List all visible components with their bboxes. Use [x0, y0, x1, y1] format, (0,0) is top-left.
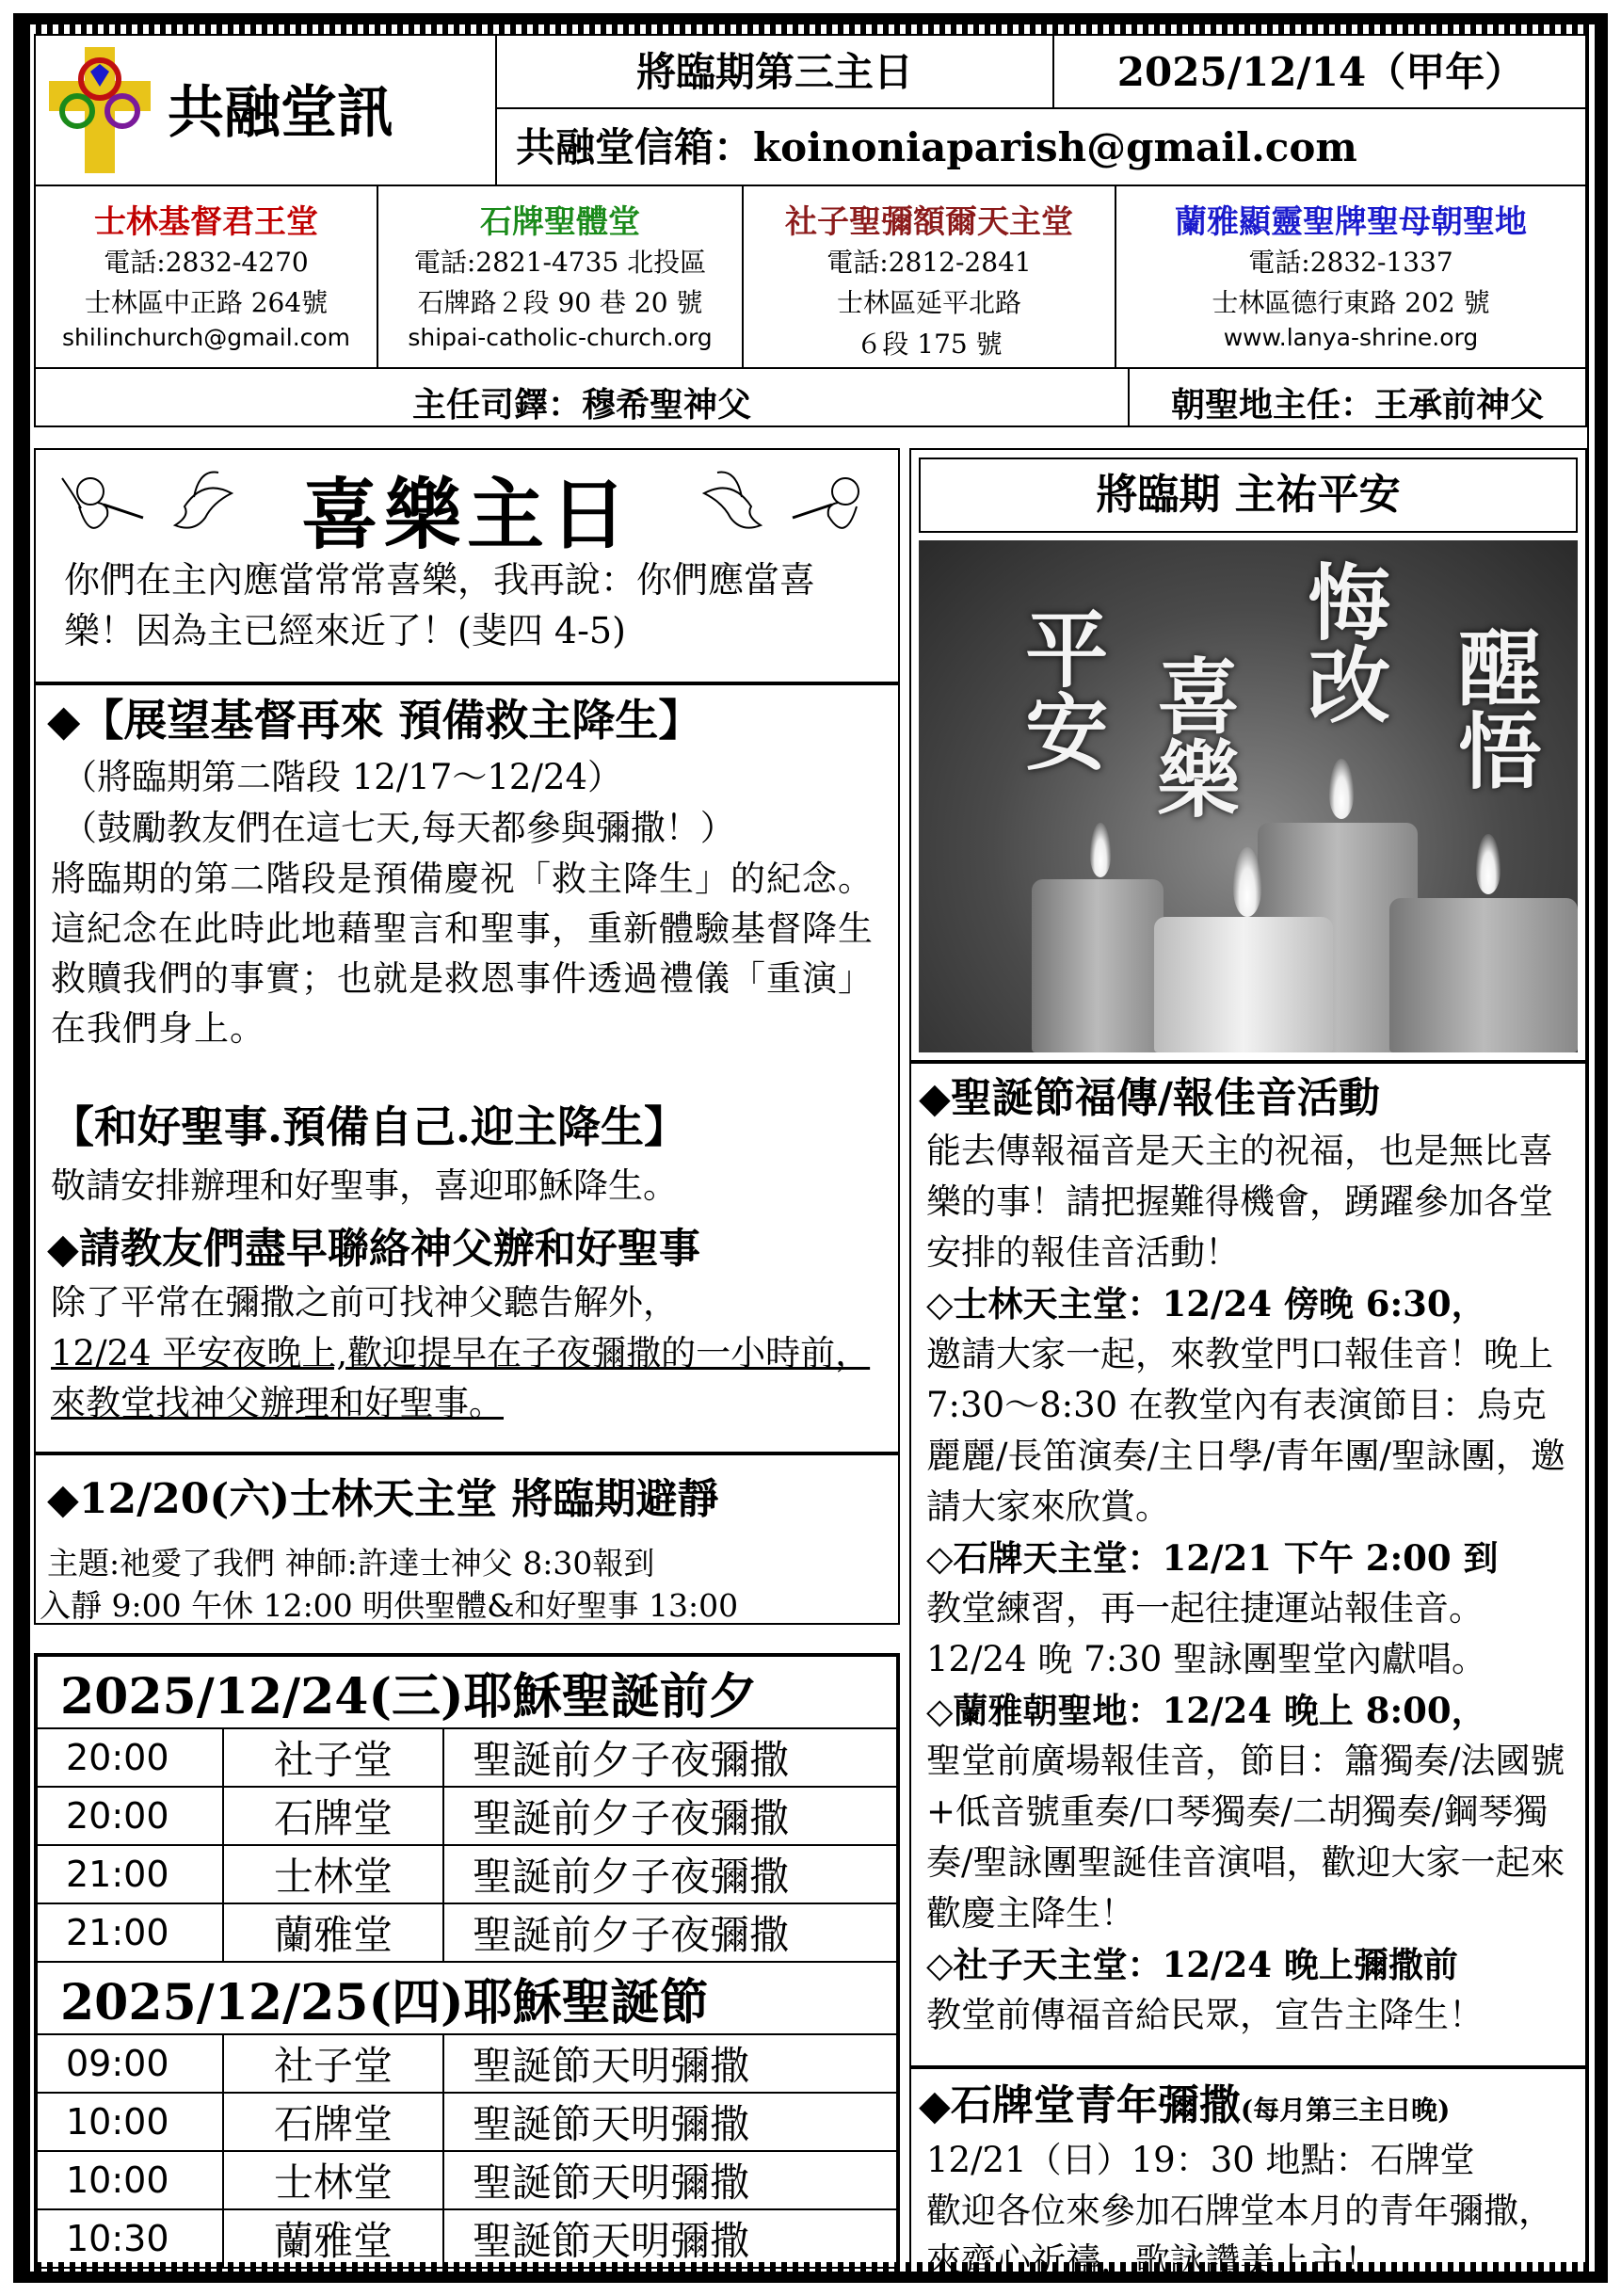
youth-mass-box: [909, 2067, 1587, 2280]
email-label: 共融堂信箱：: [516, 124, 754, 170]
mass-time: 10:00: [37, 2093, 223, 2151]
advent-image-box: [909, 448, 1587, 1062]
mass-time: 09:00: [37, 2034, 223, 2093]
christmas-eve-heading: 2025/12/24(三)耶穌聖誕前夕: [37, 1656, 897, 1728]
clergy-row: [34, 367, 1587, 427]
shipai-caroling-heading: ◇石牌天主堂：12/21 下午 2:00 到: [926, 1537, 1499, 1580]
photo-word-peace: 平安: [1012, 606, 1111, 772]
mass-name: 聖誕前夕子夜彌撒: [443, 1787, 897, 1845]
parish-website[interactable]: www.lanya-shrine.org: [1223, 323, 1479, 351]
caroling-intro: 能去傳報福音是天主的祝福，也是無比喜樂的事！請把握難得機會，踴躍參加各堂安排的報佳音活動！: [926, 1131, 1553, 1274]
mass-time: 20:00: [37, 1787, 223, 1845]
section-heading: ◆【展望基督再來 預備救主降生】: [47, 695, 702, 746]
youth-mass-date: 12/21（日）19：30 地點：石牌堂: [926, 2140, 1475, 2180]
page-inner: [34, 34, 1587, 2282]
angels-doves-right-icon: [676, 459, 883, 554]
shipai-caroling-text: 教堂練習，再一起往捷運站報佳音。12/24 晚 7:30 聖詠團聖堂內獻唱。: [926, 1588, 1486, 1680]
mass-name: 聖誕節天明彌撒: [443, 2034, 897, 2093]
shilin-caroling-heading: ◇士林天主堂：12/24 傍晚 6:30，: [926, 1283, 1486, 1325]
schedule-day-header: [37, 1962, 897, 2034]
parish-shilin: [36, 186, 378, 367]
joy-sunday-title: 喜樂主日: [300, 470, 633, 560]
mass-name: 聖誕前夕子夜彌撒: [443, 1903, 897, 1962]
divider: [497, 107, 1589, 109]
mass-name: 聖誕前夕子夜彌撒: [443, 1728, 897, 1787]
parish-address: 石牌路２段 90 巷 20 號: [417, 287, 703, 319]
table-row: [37, 1845, 897, 1903]
parish-phone: 電話:2832-1337: [1248, 247, 1453, 278]
parish-email[interactable]: shilinchurch@gmail.com: [61, 323, 351, 351]
flame: [1476, 834, 1501, 894]
advent-image-title: 將臨期 主祐平安: [919, 458, 1578, 533]
christmas-mass-schedule: [34, 1653, 900, 2280]
retreat-details: 主題:祂愛了我們 神師:許達士神父 8:30報到: [47, 1545, 655, 1582]
youth-mass-note: (每月第三主日晚): [1240, 2095, 1451, 2126]
photo-word-repent: 悔改: [1294, 559, 1393, 725]
table-row: [37, 2093, 897, 2151]
shrine-director: 朝聖地主任：王承前神父: [1170, 385, 1544, 425]
table-row: [37, 2209, 897, 2268]
photo-word-joy: 喜樂: [1144, 653, 1243, 819]
mass-name: 聖誕節天明彌撒: [443, 2209, 897, 2268]
email-row: [516, 117, 1357, 173]
mass-church: 蘭雅堂: [223, 2209, 443, 2268]
youth-mass-text: [926, 2135, 1580, 2287]
table-row: [37, 2151, 897, 2209]
mass-name: 聖誕節天明彌撒: [443, 2151, 897, 2209]
mass-schedule-table: [36, 1655, 898, 2269]
parish-name: 士林基督君王堂: [94, 203, 318, 241]
mass-church: 石牌堂: [223, 2093, 443, 2151]
retreat-schedule: 入靜 9:00 午休 12:00 明供聖體&和好聖事 13:00: [40, 1587, 739, 1624]
retreat-box: [34, 1453, 900, 1625]
caroling-heading: ◆聖誕節福傳/報佳音活動: [919, 1074, 1380, 1122]
header: [34, 34, 1587, 186]
cross-logo-icon: [43, 43, 156, 177]
photo-word-awaken: 醒悟: [1445, 625, 1544, 791]
mass-church: 士林堂: [223, 2151, 443, 2209]
joy-sunday-box: [34, 448, 900, 683]
page-frame: [13, 13, 1608, 2283]
parish-address: 士林區延平北路: [836, 287, 1021, 319]
youth-mass-heading: ◆石牌堂青年彌撒: [919, 2081, 1241, 2129]
youth-mass-heading-row: [919, 2079, 1583, 2132]
mass-time: 21:00: [37, 1845, 223, 1903]
parish-address-2: ６段 175 號: [856, 328, 1003, 360]
parish-lanya: [1116, 186, 1585, 367]
parish-address: 士林區中正路 264號: [84, 287, 329, 319]
caroling-text: [926, 1126, 1580, 2041]
youth-mass-invite: 歡迎各位來參加石牌堂本月的青年彌撒，來齊心祈禱，歌詠讚美上主！: [926, 2190, 1553, 2282]
joy-verse: 你們在主內應當常常喜樂，我再說：你們應當喜樂！因為主已經來近了！(斐四 4-5): [64, 559, 816, 651]
parish-name: 石牌聖體堂: [480, 203, 640, 241]
newsletter-title: 共融堂訊: [168, 80, 393, 146]
mass-time: 20:00: [37, 1728, 223, 1787]
lanya-caroling-text: 聖堂前廣場報佳音，節目：簫獨奏/法國號+低音號重奏/口琴獨奏/二胡獨奏/鋼琴獨奏/聖詠團聖誕佳音演唱，歡迎大家一起來歡慶主降生！: [926, 1741, 1565, 1935]
reconciliation-text: 敬請安排辦理和好聖事，喜迎耶穌降生。: [51, 1165, 678, 1206]
flame: [1329, 759, 1354, 819]
reconciliation-heading: 【和好聖事.預備自己.迎主降生】: [51, 1101, 688, 1152]
pastor: 主任司鐸：穆希聖神父: [411, 385, 751, 425]
email-address[interactable]: koinoniaparish@gmail.com: [753, 124, 1357, 170]
parish-phone: 電話:2812-2841: [827, 247, 1032, 278]
confession-text: 除了平常在彌撒之前可找神父聽告解外，: [51, 1282, 678, 1323]
mass-church: 石牌堂: [223, 1787, 443, 1845]
table-row: [37, 1728, 897, 1787]
parish-address: 士林區德行東路 202 號: [1212, 287, 1490, 319]
mass-time: 10:30: [37, 2209, 223, 2268]
candle: [1032, 879, 1164, 1052]
issue-date: 2025/12/14（甲年）: [1116, 49, 1525, 95]
parish-shezi: [744, 186, 1116, 367]
section-paragraph: 將臨期的第二階段是預備慶祝「救主降生」的紀念。這紀念在此時此地藉聖言和聖事，重新體驗基督降生救贖我們的事實；也就是救恩事件透過禮儀「重演」在我們身上。: [51, 859, 874, 1049]
caroling-box: [909, 1062, 1587, 2067]
parish-directory: [34, 185, 1587, 369]
confession-heading: ◆請教友們盡早聯絡神父辦和好聖事: [47, 1225, 700, 1273]
mass-church: 士林堂: [223, 1845, 443, 1903]
table-row: [37, 1787, 897, 1845]
shezi-caroling-text: 教堂前傳福音給民眾，宣告主降生！: [926, 1995, 1484, 2036]
shilin-caroling-text: 邀請大家一起，來教堂門口報佳音！晚上 7:30～8:30 在教堂內有表演節目：烏克麗麗/長笛演奏/主日學/青年團/聖詠團，邀請大家來欣賞。: [926, 1334, 1565, 1528]
candle: [1389, 898, 1578, 1052]
mass-time: 10:00: [37, 2151, 223, 2209]
mass-church: 社子堂: [223, 1728, 443, 1787]
table-row: [37, 2034, 897, 2093]
parish-website[interactable]: shipai-catholic-church.org: [408, 323, 713, 351]
mass-time: 21:00: [37, 1903, 223, 1962]
candle: [1154, 917, 1333, 1052]
confession-highlight: 12/24 平安夜晚上,歡迎提早在子夜彌撒的一小時前，來教堂找神父辦理和好聖事。: [51, 1333, 871, 1423]
parish-name: 社子聖彌額爾天主堂: [785, 203, 1073, 241]
mass-name: 聖誕節天明彌撒: [443, 2093, 897, 2151]
advent-section: [34, 683, 900, 1453]
section-subtitle-2: （鼓勵教友們在這七天,每天都參與彌撒！）: [62, 808, 735, 848]
mass-name: 聖誕前夕子夜彌撒: [443, 1845, 897, 1903]
section-subtitle: （將臨期第二階段 12/17～12/24）: [62, 757, 623, 797]
parish-phone: 電話:2821-4735 北投區: [413, 247, 707, 278]
parish-name: 蘭雅顯靈聖牌聖母朝聖地: [1175, 203, 1527, 241]
schedule-day-header: [37, 1656, 897, 1728]
mass-church: 蘭雅堂: [223, 1903, 443, 1962]
mass-church: 社子堂: [223, 2034, 443, 2093]
shezi-caroling-heading: ◇社子天主堂：12/24 晚上彌撒前: [926, 1944, 1458, 1986]
parish-logo: [43, 43, 156, 177]
retreat-heading: ◆12/20(六)士林天主堂 將臨期避靜: [47, 1475, 719, 1523]
christmas-day-heading: 2025/12/25(四)耶穌聖誕節: [37, 1962, 897, 2034]
table-row: [37, 1903, 897, 1962]
parish-shipai: [378, 186, 744, 367]
advent-candles-photo: [919, 540, 1578, 1052]
liturgical-sunday: 將臨期第三主日: [635, 49, 913, 95]
flame: [1090, 823, 1111, 877]
parish-phone: 電話:2832-4270: [104, 247, 309, 278]
lanya-caroling-heading: ◇蘭雅朝聖地：12/24 晚上 8:00，: [926, 1690, 1486, 1732]
